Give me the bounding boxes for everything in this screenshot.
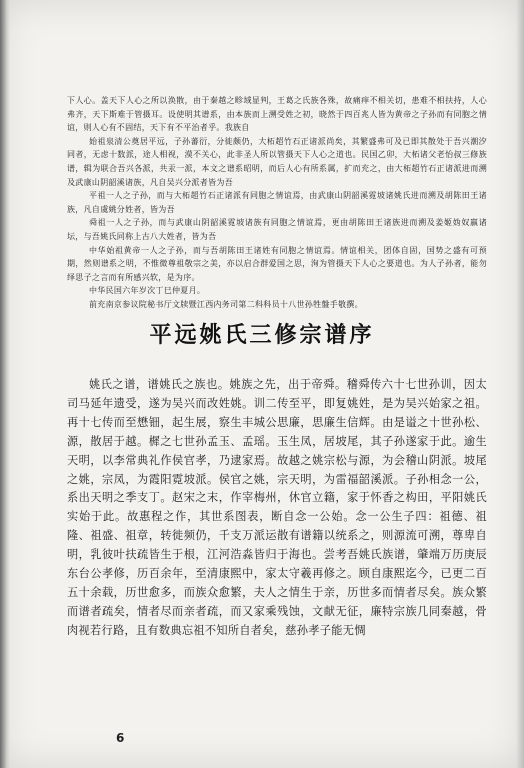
preface-paragraph-2: 始祖泉清公奠居平远，子孙蕃衍，分徙颇仍，大柘超竹石正诸派尚矣，其繁盛弗可及已即其散处于吾兴潮汐同者，无虑十数派，途人相视，漠不关心，此非圣人所以管摄天下人心之道也。民国乙卯，大柘诸父老怡叔三修族谱，辑为联合吾兴各派，共汞一派，本文之谱系昭明，而后人心有所系属，扩而充之，由大柘超竹石正诸派进而溯及武康山阴韶溪诸族，凡自吴兴分派者皆为吾 — [67, 136, 487, 187]
preface-paragraph-5: 中华始祖黄帝一人之子孙，而与吾胡陈田王诸姓有同胞之情谊焉。情谊相关，团体自固，国势之盛有可预期，然则谱系之明，不惟微尊祖敬宗之美，亦以启合群爱国之思，洵为管摄天下人心之要道也。为人子孙者，能勿绎思子之言而有所感兴软，是为序。 — [67, 245, 487, 282]
preface-paragraph-1: 下人心。盖天下人心之所以涣散，由于秦越之畛域显判，王葛之氏族各殊，故痛痒不相关切，患难不相扶持，人心弗齐，天下斯难于管摄耳。设使明其谱系，由本族而上溯受姓之初，晓然于四百兆人皆为黄帝之子孙而有同胞之情谊，则人心有不固结，天下有不平治者乎。我族自 — [67, 96, 487, 133]
preface-date: 中华民国六年岁次丁巳仲夏月。 — [89, 286, 206, 296]
section2-body — [67, 376, 487, 641]
preface-signature: 前充南京参议院秘书厅文牍暨江西内务司第二科科员十八世孙牲盤手敬撰。 — [89, 299, 363, 309]
preface-continuation — [67, 94, 487, 312]
preface-paragraph-3: 平祖一人之子孙，而与大柘超竹石正诸派有同胞之情谊焉，由武康山阴韶溪霓坡诸姚氏进而溯及胡陈田王诸族，凡自虞姚分姓者，皆为吾 — [67, 191, 487, 214]
page-edge — [516, 0, 524, 768]
section2-paragraph-1: 姚氏之谱，谱姚氏之族也。姚族之先，出于帝舜。稽舜传六十七世孙训，因太司马延年遗受，遂为吴兴而改姓姚。训二传至平，即复姚姓，是为吴兴始家之祖。再十七传而至懋钿，起生展，察生丰城公思廉，思廉生信辉。由是谥之十世孙松、源，散居于越。樨之七世孙孟玉、孟瑶。玉生凤，居坡尾，其子孙遂家于此。逾生天明，以李常典礼作侯官孝，乃逮家焉。故越之姚宗松与源，为会稽山阴派。坡尾之姚，宗凤，为霞阳霓坡派。侯官之姚，宗天明，为雷福韶溪派。子孙相念一公，系出天明之季支丁。赵宋之末，作宰梅州，休官立籍，家于怀香之构田，平阳姚氏实始于此。故惠程之作，其世系图表，断自念一公始。念一公生子四：祖德、祖隆、祖盛、祖章，转徙频仍，千支万派运散有谱籍以统系之，则源流可溯，尊卑自明，乳彼叶扶疏皆生于根，江河浩淼皆归于海也。尝考吾姚氏族谱，肇端万历庚辰东台公孝修，历百余年，至清康熙中，家太守羲再修之。顾自康熙迄今，已更二百五十余载，历世愈多，而族众愈繁，夫人之情生于亲，历世多而情者尽矣。族众繁而谱者疏矣，情者尽而亲者疏，而又家乘残蚀，文献无征，廉特宗族几同秦越，骨肉视若行路，且有数典忘祖不知所自者矣，慈孙孝子能无惆 — [67, 378, 487, 637]
section-title: 平远姚氏三修宗谱序 — [149, 323, 375, 348]
page-number: 6 — [116, 731, 125, 745]
preface-paragraph-4: 舜祖一人之子孙，而与武康山阴韶溪霓坡诸族有同胞之情谊焉，更由胡陈田王诸族进而溯及姜姬妫奴嬴诸坛，与吾姚氏同称上古八大姓者，皆为吾 — [67, 218, 487, 241]
binding-shadow — [0, 0, 10, 768]
